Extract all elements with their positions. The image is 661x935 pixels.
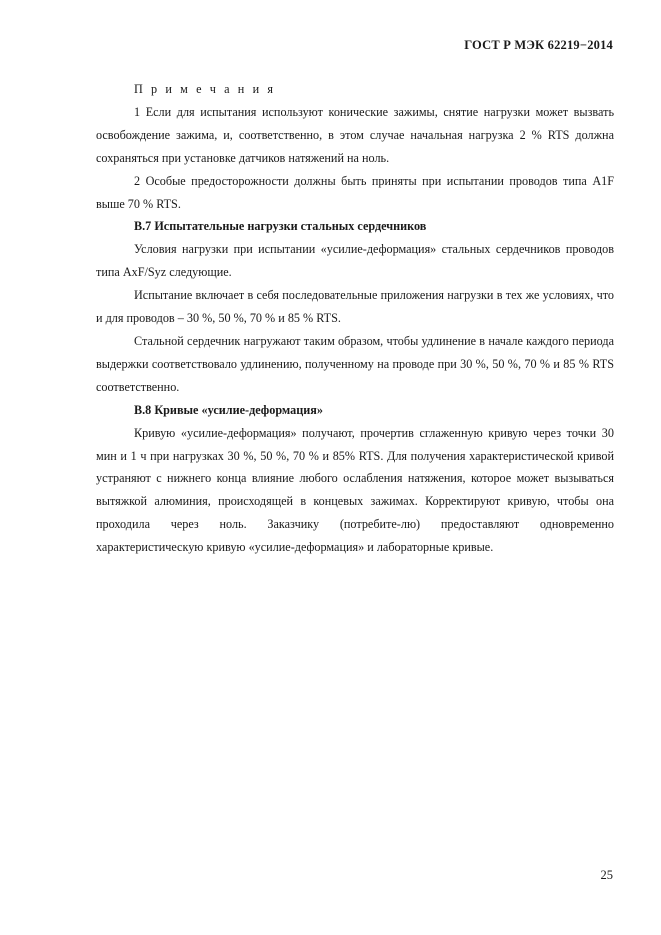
section-b7-paragraph-3: Стальной сердечник нагружают таким образом, чтобы удлинение в начале каждого периода выдержки соответствовало удлинению, полученному на проводе при 30 %, 50 %, 70 % и 85 % RTS соответственно. — [96, 333, 614, 394]
note-item-2: 2 Особые предосторожности должны быть приняты при испытании проводов типа A1F выше 70 % RTS. — [96, 173, 614, 211]
section-b7-paragraph-1: Условия нагрузки при испытании «усилие-деформация» стальных сердечников проводов типа AxF/Syz следующие. — [96, 242, 614, 280]
note-item-1: 1 Если для испытания используют конические зажимы, снятие нагрузки может вызвать освобождение зажима, и, соответственно, в этом случае начальная нагрузка 2 % RTS должна сохраняться при установке датчиков натяжений на ноль. — [96, 104, 614, 165]
section-b7-heading: B.7 Испытательные нагрузки стальных сердечников — [134, 219, 427, 234]
section-b8-heading: B.8 Кривые «усилие-деформация» — [134, 402, 323, 417]
page-number: 25 — [600, 868, 613, 882]
standard-code-header: ГОСТ Р МЭК 62219−2014 — [464, 38, 613, 52]
page-content — [96, 78, 614, 559]
section-b8-paragraph-1: Кривую «усилие-деформация» получают, прочертив сглаженную кривую через точки 30 мин и 1 ч при нагрузках 30 %, 50 %, 70 % и 85% RTS. Для получения характеристической кривой устраняют с нижнего конца влияние любого ослабления натяжения, которое может вызываться вытяжкой алюминия, происходящей в концевых зажимах. Корректируют кривую, чтобы она проходила через ноль. Заказчику (потребите-лю) предоставляют одновременно характеристическую кривую «усилие-деформация» и лабораторные кривые. — [96, 425, 614, 555]
notes-heading: П р и м е ч а н и я — [134, 82, 276, 96]
section-b7-paragraph-2: Испытание включает в себя последовательные приложения нагрузки в тех же условиях, что и для проводов – 30 %, 50 %, 70 % и 85 % RTS. — [96, 288, 614, 326]
